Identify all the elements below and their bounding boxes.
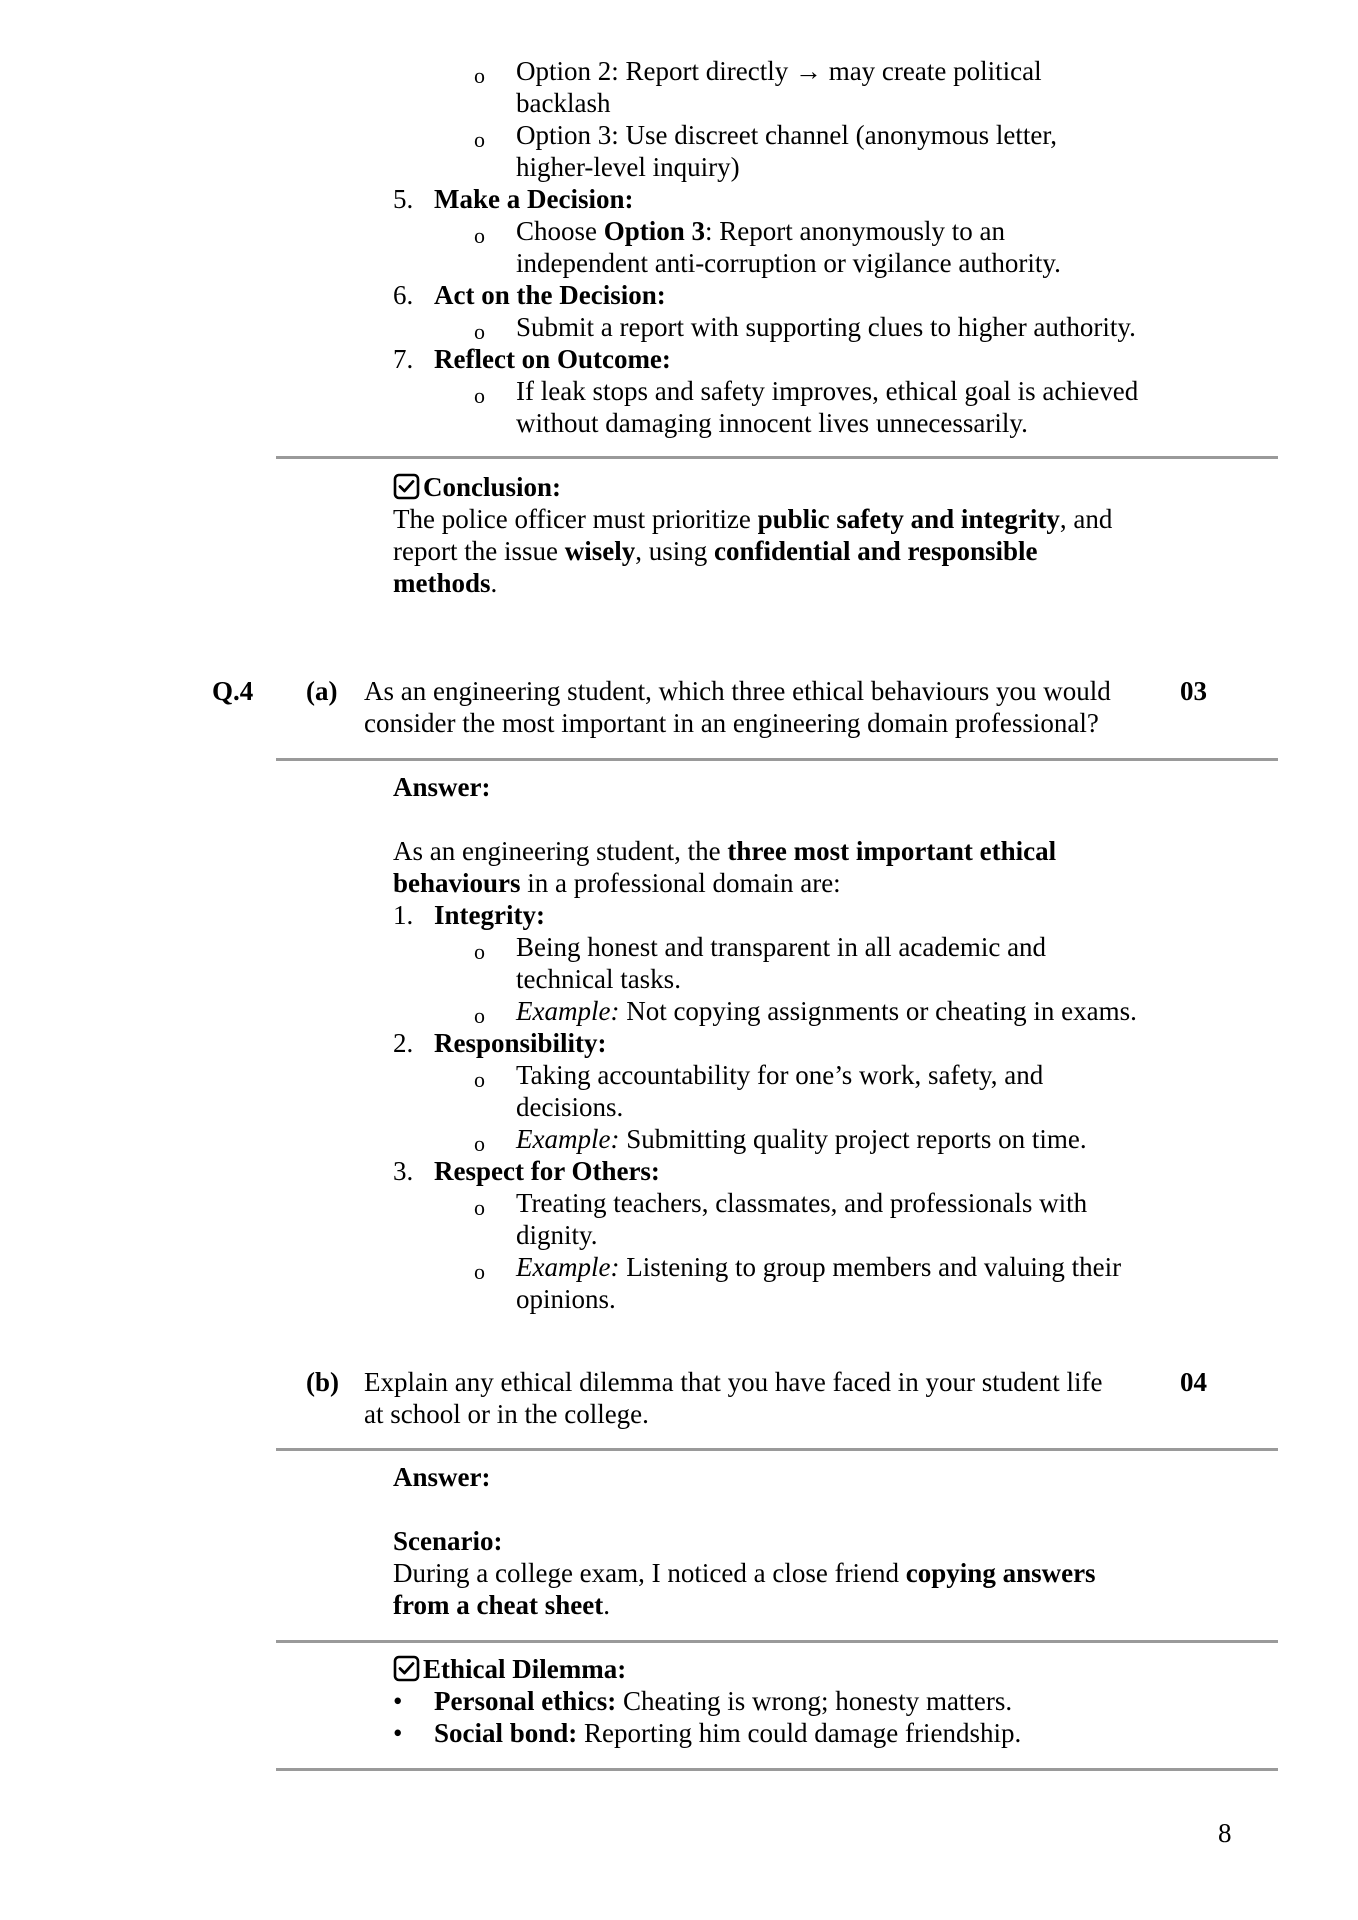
list-bullet: o [474,63,485,88]
answer-intro-line-1: As an engineering student, the three most important ethical [393,836,1057,866]
marks: 03 [1180,676,1207,706]
divider [276,1768,1278,1771]
checkbox-checked-icon [393,1655,420,1682]
page-number: 8 [1218,1818,1232,1848]
list-bullet: o [474,1003,485,1028]
conclusion-line-2: report the issue wisely, using confidential and responsible [393,536,1038,566]
bullet-dot: • [393,1718,403,1748]
divider [276,1448,1278,1451]
item-example: Example: Submitting quality project reports on time. [516,1124,1087,1154]
step-6-number: 6. [393,280,414,310]
step-6-line: Submit a report with supporting clues to higher authority. [516,312,1136,342]
list-bullet: o [474,383,485,408]
step-6-title: Act on the Decision: [434,280,666,310]
item-number: 3. [393,1156,414,1186]
item-desc-line-1: Taking accountability for one’s work, safety, and [516,1060,1044,1090]
question-text-line-2: at school or in the college. [364,1399,649,1429]
conclusion-line-1: The police officer must prioritize public safety and integrity, and [393,504,1113,534]
conclusion-line-3: methods. [393,568,498,598]
step-5-line-2: independent anti-corruption or vigilance authority. [516,248,1061,278]
question-text-line-2: consider the most important in an engineering domain professional? [364,708,1099,738]
list-bullet: o [474,319,485,344]
item-number: 2. [393,1028,414,1058]
list-bullet: o [474,1067,485,1092]
answer-label: Answer: [393,1462,491,1492]
item-number: 1. [393,900,414,930]
scenario-line-1: During a college exam, I noticed a close friend copying answers [393,1558,1096,1588]
question-text-line-1: As an engineering student, which three ethical behaviours you would [364,676,1111,706]
list-bullet: o [474,127,485,152]
divider [276,456,1278,459]
item-desc-line-1: Being honest and transparent in all academic and [516,932,1047,962]
item-desc-line-2: dignity. [516,1220,598,1250]
item-example: Example: Not copying assignments or cheating in exams. [516,996,1137,1026]
item-desc-line-1: Treating teachers, classmates, and professionals with [516,1188,1088,1218]
step-7-line-1: If leak stops and safety improves, ethical goal is achieved [516,376,1139,406]
dilemma-heading: Ethical Dilemma: [393,1653,626,1685]
dilemma-item: Social bond: Reporting him could damage friendship. [434,1718,1022,1748]
marks: 04 [1180,1367,1207,1397]
step-7-number: 7. [393,344,414,374]
step-7-line-2: without damaging innocent lives unnecessarily. [516,408,1028,438]
divider [276,758,1278,761]
step-5-line-1: Choose Option 3: Report anonymously to an [516,216,1005,246]
option-2-line-2: backlash [516,88,611,118]
answer-intro-line-2: behaviours in a professional domain are: [393,868,841,898]
answer-label: Answer: [393,772,491,802]
conclusion-heading: Conclusion: [393,471,561,503]
item-example-line-2: opinions. [516,1284,616,1314]
item-desc-line-2: technical tasks. [516,964,681,994]
scenario-line-2: from a cheat sheet. [393,1590,610,1620]
list-bullet: o [474,223,485,248]
step-7-title: Reflect on Outcome: [434,344,671,374]
question-number: Q.4 [212,676,254,706]
option-2-line-1: Option 2: Report directly → may create political [516,56,1042,86]
question-text-line-1: Explain any ethical dilemma that you have faced in your student life [364,1367,1103,1397]
step-5-title: Make a Decision: [434,184,634,214]
list-bullet: o [474,1259,485,1284]
sub-question-label: (b) [306,1367,339,1397]
list-bullet: o [474,1195,485,1220]
step-5-number: 5. [393,184,414,214]
list-bullet: o [474,939,485,964]
sub-question-label: (a) [306,676,338,706]
bullet-dot: • [393,1686,403,1716]
list-bullet: o [474,1131,485,1156]
item-title: Integrity: [434,900,545,930]
dilemma-item: Personal ethics: Cheating is wrong; honesty matters. [434,1686,1013,1716]
item-title: Respect for Others: [434,1156,660,1186]
divider [276,1640,1278,1643]
item-title: Responsibility: [434,1028,607,1058]
item-desc-line-2: decisions. [516,1092,624,1122]
item-example: Example: Listening to group members and valuing their [516,1252,1122,1282]
option-3-line-1: Option 3: Use discreet channel (anonymous letter, [516,120,1058,150]
option-3-line-2: higher-level inquiry) [516,152,740,182]
checkbox-checked-icon [393,473,420,500]
scenario-label: Scenario: [393,1526,503,1556]
